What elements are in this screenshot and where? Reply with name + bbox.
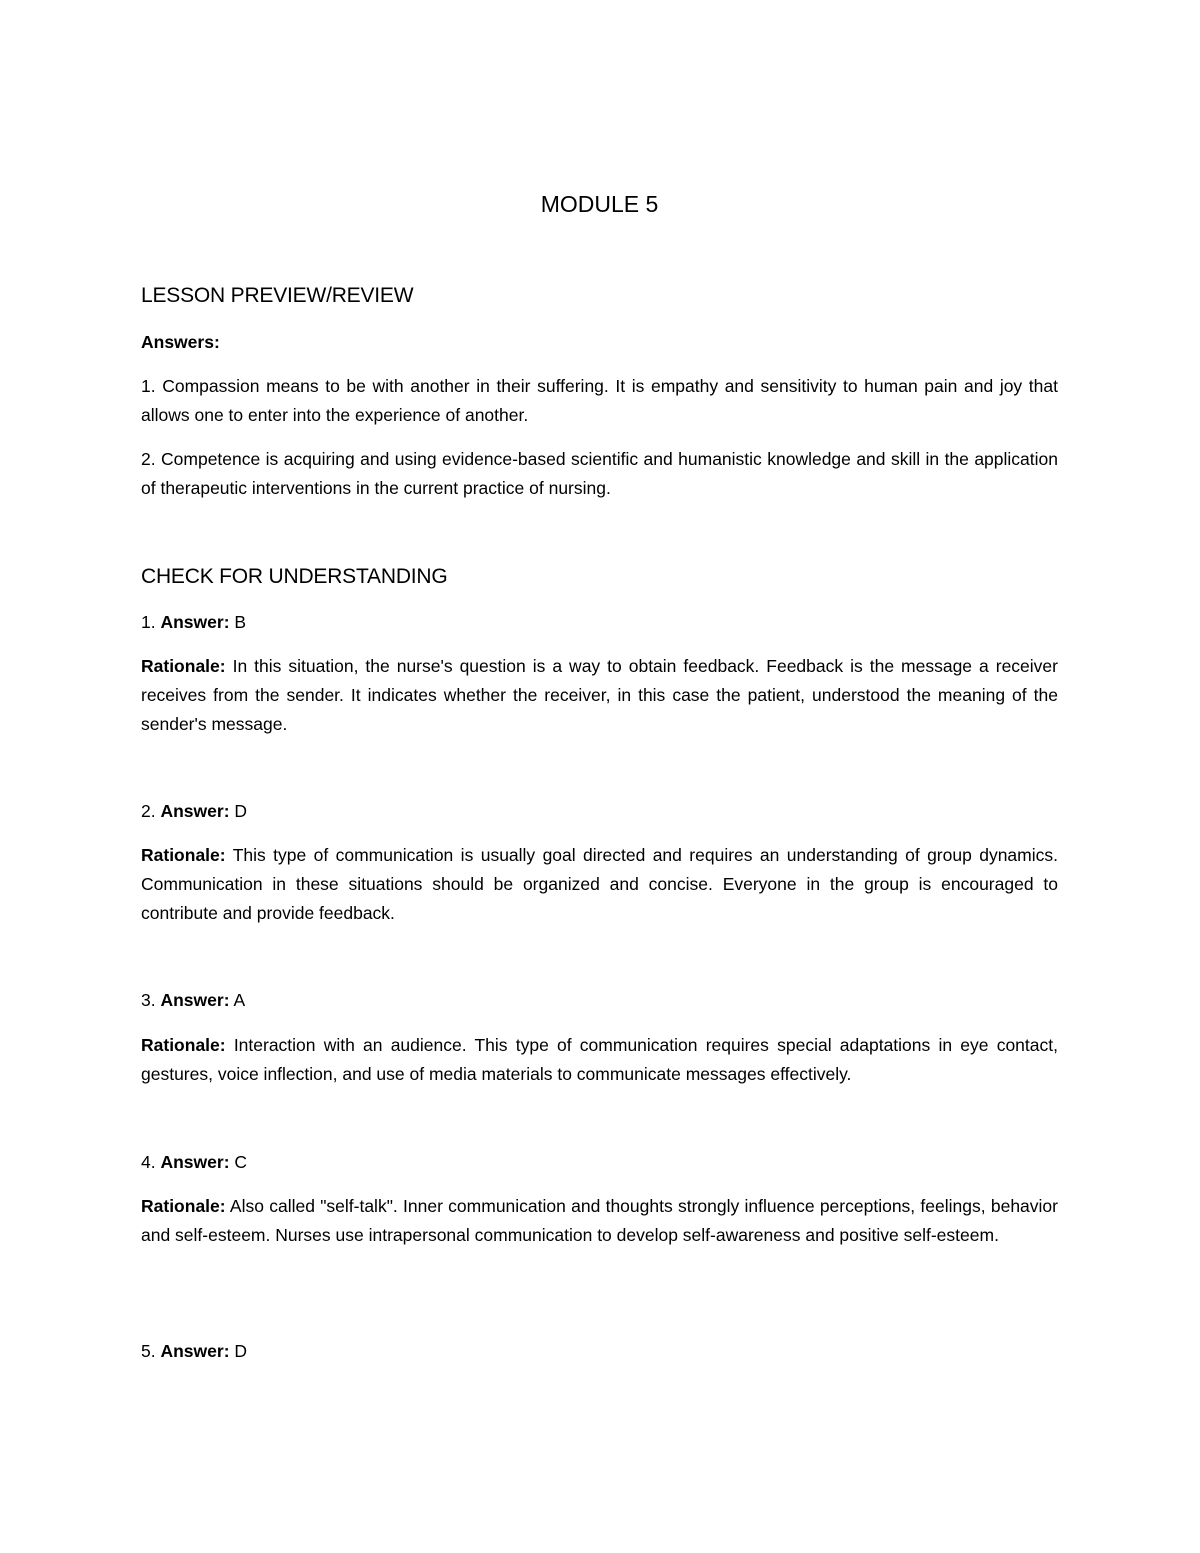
answer-value: A (233, 990, 246, 1010)
rationale-text: Interaction with an audience. This type of communication requires special adaptations in eye contact, gestures, voice inflection, and use of media materials to communicate messages effectively. (141, 1035, 1058, 1084)
rationale-label: Rationale: (141, 1035, 226, 1055)
answer-label: Answer: (160, 612, 230, 632)
answer-number: 3. (141, 990, 156, 1010)
answer-label: Answer: (160, 801, 230, 821)
rationale-1 (141, 652, 1058, 739)
answer-number: 4. (141, 1152, 156, 1172)
answers-label: Answers: (141, 332, 220, 352)
answer-value: D (234, 801, 248, 821)
rationale-2 (141, 841, 1058, 928)
rationale-label: Rationale: (141, 845, 226, 865)
rationale-text: Also called "self-talk". Inner communication and thoughts strongly influence perceptions, feelings, behavior and self-esteem. Nurses use intrapersonal communication to develop self-awareness and positive self-esteem. (141, 1196, 1058, 1245)
answer-value: C (234, 1152, 248, 1172)
answer-line-4 (141, 1148, 247, 1177)
answer-line-1 (141, 608, 246, 637)
answer-number: 2. (141, 801, 156, 821)
rationale-label: Rationale: (141, 1196, 226, 1216)
lesson-review-heading: LESSON PREVIEW/REVIEW (141, 284, 414, 307)
answer-line-3 (141, 986, 245, 1015)
answer-line-5 (141, 1337, 247, 1366)
lesson-answer-2: 2. Competence is acquiring and using evidence-based scientific and humanistic knowledge and skill in the application of therapeutic interventions in the current practice of nursing. (141, 449, 1058, 498)
rationale-4 (141, 1192, 1058, 1250)
module-title: MODULE 5 (540, 191, 659, 217)
answer-label: Answer: (160, 1341, 230, 1361)
answer-number: 1. (141, 612, 156, 632)
check-understanding-heading: CHECK FOR UNDERSTANDING (141, 565, 448, 588)
answer-line-2 (141, 797, 247, 826)
rationale-3 (141, 1031, 1058, 1089)
answer-label: Answer: (160, 1152, 230, 1172)
lesson-answer-1: 1. Compassion means to be with another in their suffering. It is empathy and sensitivity to human pain and joy that allows one to enter into the experience of another. (141, 376, 1058, 425)
rationale-label: Rationale: (141, 656, 226, 676)
answer-label: Answer: (160, 990, 230, 1010)
rationale-text: This type of communication is usually goal directed and requires an understanding of group dynamics. Communication in these situations should be organized and concise. Everyone in the group is encouraged to contribute and provide feedback. (141, 845, 1058, 923)
answer-value: D (234, 1341, 248, 1361)
answer-value: B (234, 612, 247, 632)
rationale-text: In this situation, the nurse's question is a way to obtain feedback. Feedback is the message a receiver receives from the sender. It indicates whether the receiver, in this case the patient, understood the meaning of the sender's message. (141, 656, 1058, 734)
answer-number: 5. (141, 1341, 156, 1361)
